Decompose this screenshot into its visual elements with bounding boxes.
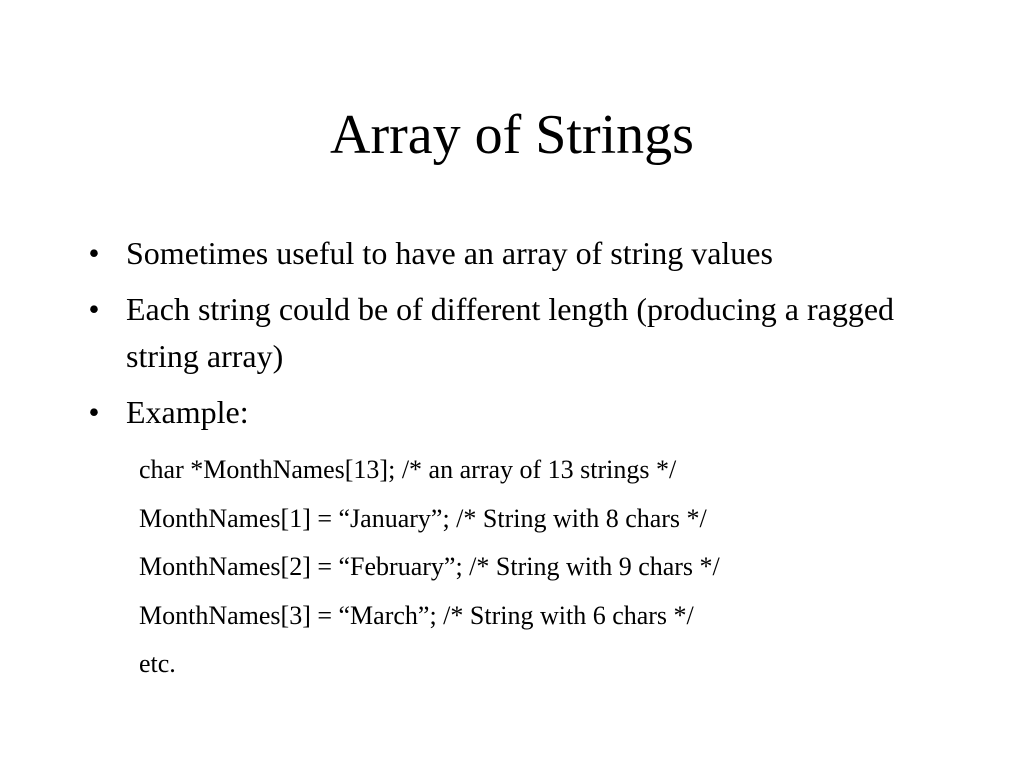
slide-title: Array of Strings	[330, 104, 694, 166]
bullet-item	[84, 286, 964, 380]
code-line: MonthNames[2] = “February”; /* String with 9 chars */	[139, 552, 720, 581]
bullet-text: Each string could be of different length (producing a ragged string array)	[126, 291, 895, 374]
bullet-list	[84, 230, 964, 445]
bullet-icon: •	[88, 394, 100, 430]
bullet-icon: •	[88, 291, 100, 327]
code-line: MonthNames[1] = “January”; /* String with 8 chars */	[139, 503, 707, 533]
bullet-item	[84, 230, 964, 277]
code-line: etc.	[139, 649, 176, 678]
bullet-icon: •	[88, 235, 100, 271]
bullet-text: Example:	[126, 394, 249, 430]
code-line: char *MonthNames[13]; /* an array of 13 strings */	[139, 455, 677, 484]
code-example	[139, 446, 959, 689]
code-line: MonthNames[3] = “March”; /* String with 6 chars */	[139, 600, 694, 630]
bullet-text: Sometimes useful to have an array of string values	[126, 235, 773, 271]
bullet-item	[84, 389, 964, 436]
